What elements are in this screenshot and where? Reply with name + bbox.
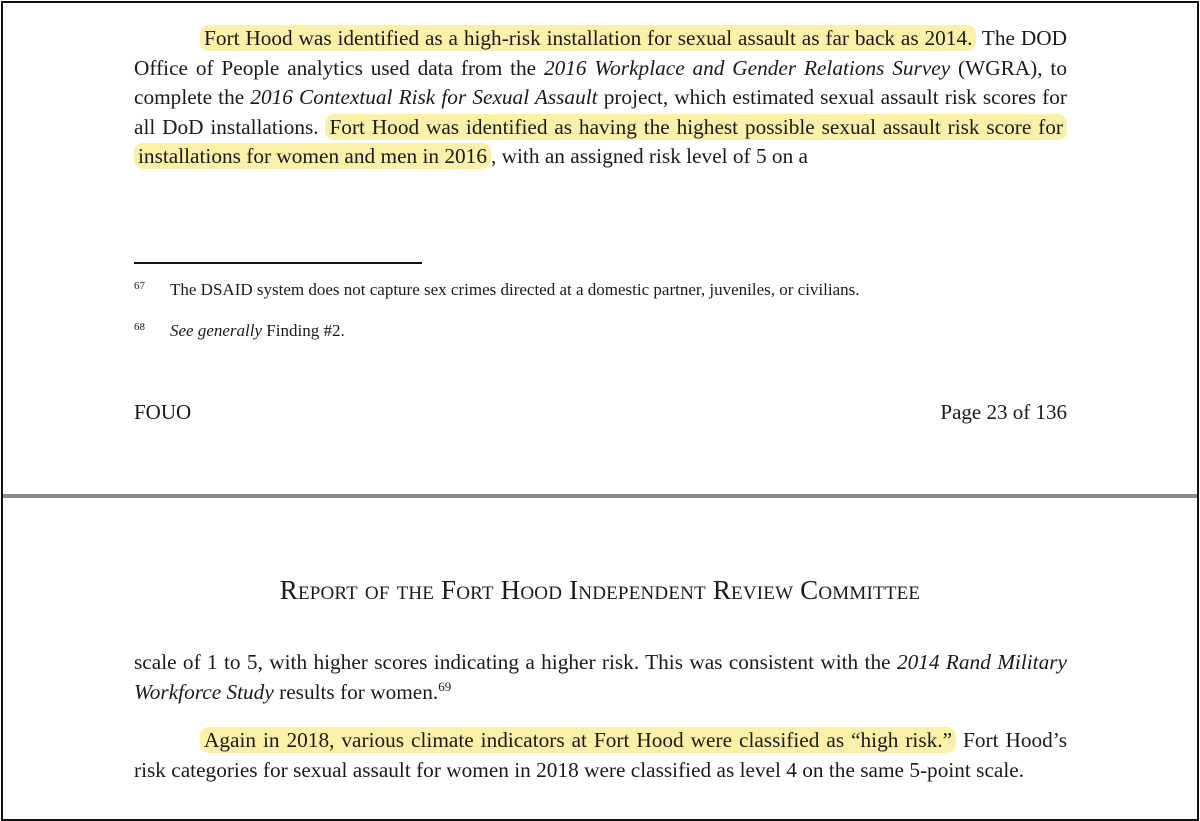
project-title: 2016 Contextual Risk for Sexual Assault (250, 85, 598, 109)
highlight-2014: Fort Hood was identified as a high-risk installation for sexual assault as far back as 2014. (200, 25, 976, 51)
footnote-text: Finding #2. (262, 321, 345, 340)
footnote-number: 68 (134, 321, 145, 333)
footnote-68 (134, 316, 345, 342)
running-head: Report of the Fort Hood Independent Review Committee (279, 575, 921, 605)
footnote-text: The DSAID system does not capture sex crimes directed at a domestic partner, juveniles, or civilians. (170, 280, 860, 299)
paragraph-text: , with an assigned risk level of 5 on a (490, 144, 809, 168)
highlight-2018: Again in 2018, various climate indicators at Fort Hood were classified as “high risk.” (200, 727, 956, 753)
footnote-rule (134, 262, 422, 264)
study-title: 2014 Rand Military Workforce Study (134, 650, 1067, 704)
paragraph-text: The DOD Office of People analytics used data from the (134, 26, 1067, 80)
footnote-number: 67 (134, 280, 145, 292)
paragraph-text: results for women. (273, 679, 439, 704)
page-break-divider (3, 494, 1197, 498)
bottom-paragraph-2 (134, 726, 1067, 785)
paragraph-text: project, which estimated sexual assault risk scores for all DoD installations. (134, 85, 1067, 139)
footnote-reference[interactable]: 69 (438, 678, 452, 694)
footnote-67 (134, 275, 860, 301)
paragraph-text: Fort Hood’s risk categories for sexual assault for women in 2018 were classified as level 4 on the same 5-point scale. (134, 728, 1068, 782)
paragraph-text: (WGRA), to complete the (134, 55, 1067, 109)
paragraph-text: scale of 1 to 5, with higher scores indicating a higher risk. This was consistent with the (134, 650, 897, 674)
footer-classification: FOUO (134, 400, 192, 424)
top-paragraph (134, 24, 1067, 172)
footnote-italic: See generally (170, 321, 263, 340)
bottom-paragraph-1 (134, 648, 1067, 707)
survey-title: 2016 Workplace and Gender Relations Survey (543, 55, 951, 80)
page-number: Page 23 of 136 (940, 400, 1067, 424)
highlight-highest-risk: Fort Hood was identified as having the highest possible sexual assault risk score for installations for women and men in 2016 (134, 114, 1067, 170)
